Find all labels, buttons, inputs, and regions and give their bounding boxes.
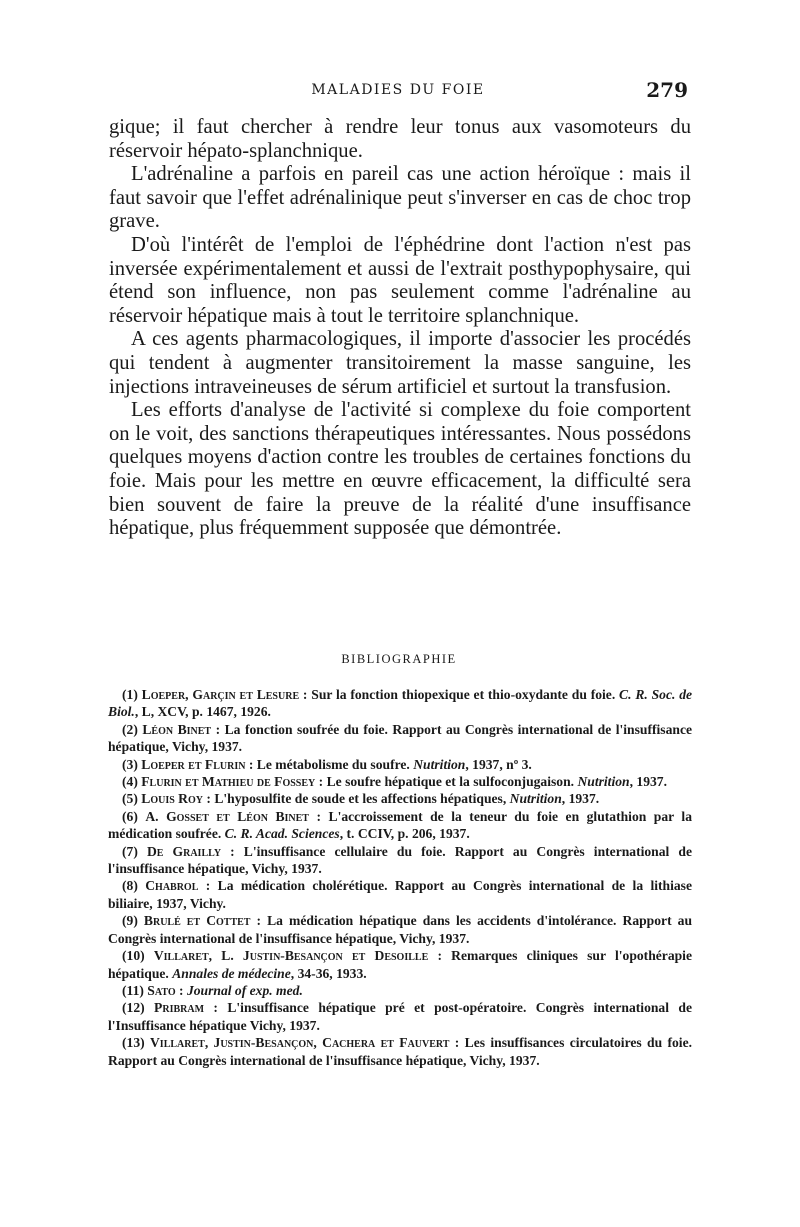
- entry-text: : Les insuffisances circulatoires du foie. Rapport au Congrès international de l'insuffisance hépatique, Vichy, 1937.: [108, 1035, 692, 1068]
- entry-tail: , 1937, nº 3.: [465, 756, 532, 772]
- entry-authors: Chabrol: [145, 878, 199, 894]
- entry-authors: Loeper, Garçin et Lesure: [141, 687, 300, 702]
- entry-authors: Loeper et Flurin: [141, 756, 246, 772]
- bibliography-entry: [108, 982, 692, 999]
- entry-text: : Remarques cliniques sur l'opothérapie hépatique.: [108, 948, 692, 981]
- entry-source: Nutrition: [413, 756, 466, 772]
- bibliography-entry: [108, 877, 692, 912]
- entry-text: : La médication hépatique dans les accidents d'intolérance. Rapport au Congrès international de l'insuffisance hépatique, Vichy, 1937.: [108, 913, 692, 946]
- entry-source: Nutrition: [509, 791, 562, 807]
- bibliography-entry: [108, 756, 692, 773]
- bibliography-title: BIBLIOGRAPHIE: [341, 652, 457, 666]
- paragraph: A ces agents pharmacologiques, il importe d'associer les procédés qui tendent à augmenter transitoirement la masse sanguine, les injections intraveineuses de sérum artificiel et surtout la transfusion.: [109, 328, 691, 398]
- entry-tail: , 1937.: [629, 774, 667, 790]
- entry-authors: Flurin et Mathieu de Fossey: [141, 774, 316, 790]
- entry-source: Journal of exp. med.: [186, 982, 303, 998]
- paragraph: Les efforts d'analyse de l'activité si complexe du foie comportent on le voit, des sanctions thérapeutiques intéressantes. Nous possédons quelques moyens d'action contre les troubles de certaines fonctions du foie. Mais pour les mettre en œuvre efficacement, la difficulté sera bien souvent de faire la preuve de la réalité d'une insuffisance hépatique, plus fréquemment supposée que démontrée.: [109, 399, 691, 540]
- bibliography-entry: [108, 773, 692, 790]
- entry-text: : Sur la fonction thiopexique et thio-oxydante du foie.: [299, 687, 620, 702]
- entry-number: (6): [122, 808, 146, 824]
- entry-number: (9): [122, 913, 144, 929]
- entry-number: (2): [122, 721, 143, 737]
- entry-number: (12): [122, 1000, 155, 1016]
- entry-authors: De Grailly: [146, 843, 222, 859]
- bibliography-entry: [108, 790, 692, 807]
- entry-number: (1): [122, 687, 142, 702]
- entry-tail: , t. CCIV, p. 206, 1937.: [339, 826, 470, 842]
- running-head: [108, 78, 688, 102]
- bibliography-list: [108, 686, 692, 1069]
- bibliography-entry: [108, 721, 692, 756]
- entry-number: (8): [122, 878, 146, 894]
- entry-authors: Brulé et Cottet: [143, 913, 251, 929]
- bibliography-entry: [108, 1034, 692, 1069]
- entry-authors: Louis Roy: [141, 791, 203, 807]
- bibliography-entry: [108, 947, 692, 982]
- entry-number: (3): [122, 756, 142, 772]
- entry-authors: Villaret, Justin-Besançon, Cachera et Fauvert: [149, 1035, 450, 1051]
- entry-authors: Pribram: [154, 1000, 205, 1016]
- entry-authors: A. Gosset et Léon Binet: [145, 808, 309, 824]
- entry-authors: Villaret, L. Justin-Besançon et Desoille: [153, 948, 429, 964]
- entry-text: :: [175, 982, 187, 998]
- entry-text: : L'insuffisance cellulaire du foie. Rapport au Congrès international de l'insuffisance hépatique, Vichy, 1937.: [108, 843, 693, 877]
- entry-tail: , 1937.: [561, 791, 600, 807]
- entry-source: C. R. Acad. Sciences: [224, 826, 340, 842]
- entry-text: : La médication cholérétique. Rapport au Congrès international de la lithiase biliaire, 1937, Vichy.: [108, 878, 693, 911]
- entry-number: (7): [122, 843, 147, 859]
- entry-source: Nutrition: [577, 774, 630, 790]
- entry-source: Annales de médecine: [172, 965, 291, 981]
- entry-number: (4): [122, 774, 142, 790]
- page-number: 279: [646, 78, 688, 102]
- bibliography-entry: [108, 912, 692, 947]
- entry-authors: Sato: [147, 982, 176, 998]
- bibliography-entry: [108, 843, 692, 878]
- entry-tail: , 34-36, 1933.: [290, 965, 367, 981]
- entry-text: : La fonction soufrée du foie. Rapport au Congrès international de l'insuffisance hépatique, Vichy, 1937.: [108, 721, 693, 755]
- entry-text: : Le métabolisme du soufre.: [245, 756, 414, 772]
- entry-number: (10): [122, 948, 154, 964]
- running-title: MALADIES DU FOIE: [311, 82, 485, 98]
- bibliography-entry: [108, 686, 692, 721]
- body-text: [109, 116, 691, 541]
- entry-text: : L'insuffisance hépatique pré et post-opératoire. Congrès international de l'Insuffisance hépatique Vichy, 1937.: [108, 1000, 692, 1033]
- entry-text: : L'accroissement de la teneur du foie en glutathion par la médication soufrée.: [108, 808, 693, 842]
- entry-number: (11): [122, 982, 148, 998]
- entry-number: (5): [122, 791, 142, 807]
- bibliography-entry: [108, 808, 692, 843]
- entry-source: C. R. Soc. de Biol.: [108, 687, 693, 720]
- entry-text: : Le soufre hépatique et la sulfoconjugaison.: [315, 774, 578, 790]
- entry-tail: , L, XCV, p. 1467, 1926.: [134, 704, 271, 720]
- bibliography-entry: [108, 999, 692, 1034]
- entry-text: : L'hyposulfite de soude et les affections hépatiques,: [203, 791, 510, 807]
- paragraph: L'adrénaline a parfois en pareil cas une action héroïque : mais il faut savoir que l'effet adrénalinique peut s'inverser en cas de choc trop grave.: [109, 163, 691, 233]
- paragraph: D'où l'intérêt de l'emploi de l'éphédrine dont l'action n'est pas inversée expérimentalement et aussi de l'extrait posthypophysaire, qui étend son influence, non pas seulement comme l'adrénaline au réservoir hépatique mais à tout le territoire splanchnique.: [109, 233, 691, 327]
- entry-number: (13): [122, 1035, 150, 1051]
- entry-authors: Léon Binet: [142, 721, 212, 737]
- paragraph: gique; il faut chercher à rendre leur tonus aux vasomoteurs du réservoir hépato-splanchnique.: [109, 116, 691, 162]
